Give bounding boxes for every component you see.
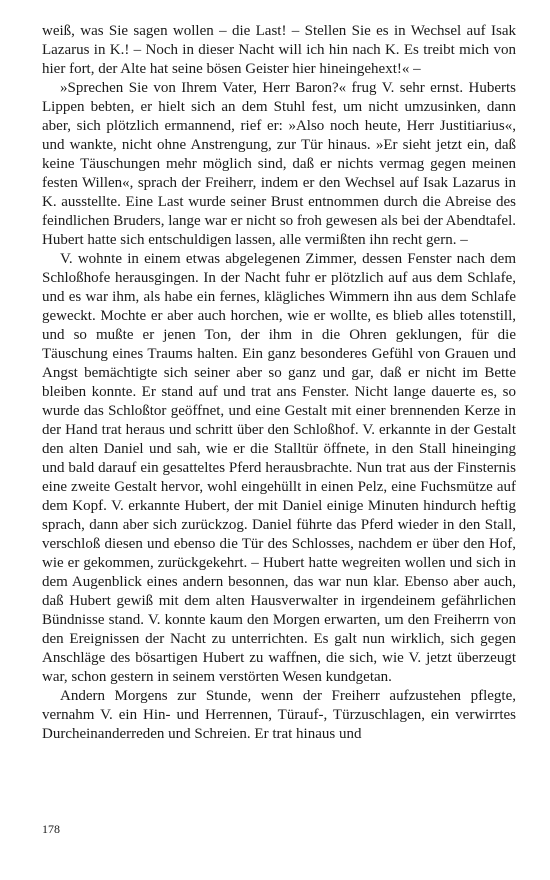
paragraph-night-scene: V. wohnte in einem etwas abgelegenen Zimmer, dessen Fenster nach dem Schloßhofe herausgingen. In der Nacht fuhr er plötzlich auf aus dem Schlafe, und es war ihm, als habe ein fernes, klägliches Wimmern ihn aus dem Schlafe geweckt. Mochte er aber auch horchen, wie er wollte, es blieb alles totenstill, und so mußte er jenen Ton, der ihm in die Ohren geklungen, für die Täuschung eines Traums halten. Ein ganz besonderes Gefühl von Grauen und Angst bemächtigte sich seiner aber so ganz und gar, daß er nicht im Bette bleiben konnte. Er stand auf und trat ans Fenster. Nicht lange dauerte es, so wurde das Schloßtor geöffnet, und eine Gestalt mit einer brennenden Kerze in der Hand trat heraus und schritt über den Schloßhof. V. erkannte in der Gestalt den alten Daniel und sah, wie er die Stalltür öffnete, in den Stall hineinging und bald darauf ein gesatteltes Pferd herausbrachte. Nun trat aus der Finsternis eine zweite Gestalt hervor, wohl eingehüllt in einen Pelz, eine Fuchsmütze auf dem Kopf. V. erkannte Hubert, der mit Daniel einige Minuten hindurch heftig sprach, dann aber sich zurückzog. Daniel führte das Pferd wieder in den Stall, verschloß diesen und ebenso die Tür des Schlosses, nachdem er über den Hof, wie er gekommen, zurückgekehrt. – Hubert hatte wegreiten wollen und sich in dem Augenblick eines andern besonnen, das war nun klar. Ebenso aber auch, daß Hubert gewiß mit dem alten Hausverwalter in irgendeinem gefährlichen Bündnisse stand. V. konnte kaum den Morgen erwarten, um den Freiherrn von den Ereignissen der Nacht zu unterrichten. Es galt nun wirklich, sich gegen Anschläge des bösartigen Hubert zu waffnen, die sich, wie V. jetzt überzeugt war, schon gestern in seinem verstörten Wesen kundgetan.: [42, 251, 516, 685]
page-number: 178: [42, 822, 60, 836]
book-page: [42, 22, 516, 744]
paragraph-baron-dialogue: »Sprechen Sie von Ihrem Vater, Herr Baron?« frug V. sehr ernst. Huberts Lippen bebten, er hielt sich an dem Stuhl fest, um nicht umzusinken, dann aber, sich plötzlich ermannend, rief er: »Also noch heute, Herr Justitiarius«, und wankte, nicht ohne Anstrengung, zur Tür hinaus. »Er sieht jetzt ein, daß keine Täuschungen mehr möglich sind, daß er nichts vermag gegen meinen festen Willen«, sprach der Freiherr, indem er den Wechsel auf Isak Lazarus in K. ausstellte. Eine Last wurde seiner Brust entnommen durch die Abreise des feindlichen Bruders, lange war er nicht so froh gewesen als bei der Abendtafel. Hubert hatte sich entschuldigen lassen, alle vermißten ihn recht gern. –: [42, 80, 516, 248]
paragraph-next-morning: Andern Morgens zur Stunde, wenn der Freiherr aufzustehen pflegte, vernahm V. ein Hin- und Herrennen, Türauf-, Türzuschlagen, ein verwirrtes Durcheinanderreden und Schreien. Er trat hinaus und: [42, 688, 516, 742]
paragraph-continuation: weiß, was Sie sagen wollen – die Last! – Stellen Sie es in Wechsel auf Isak Lazarus in K.! – Noch in dieser Nacht will ich hin nach K. Es treibt mich von hier fort, der Alte hat seine bösen Geister hier hineingehext!« –: [42, 23, 516, 77]
